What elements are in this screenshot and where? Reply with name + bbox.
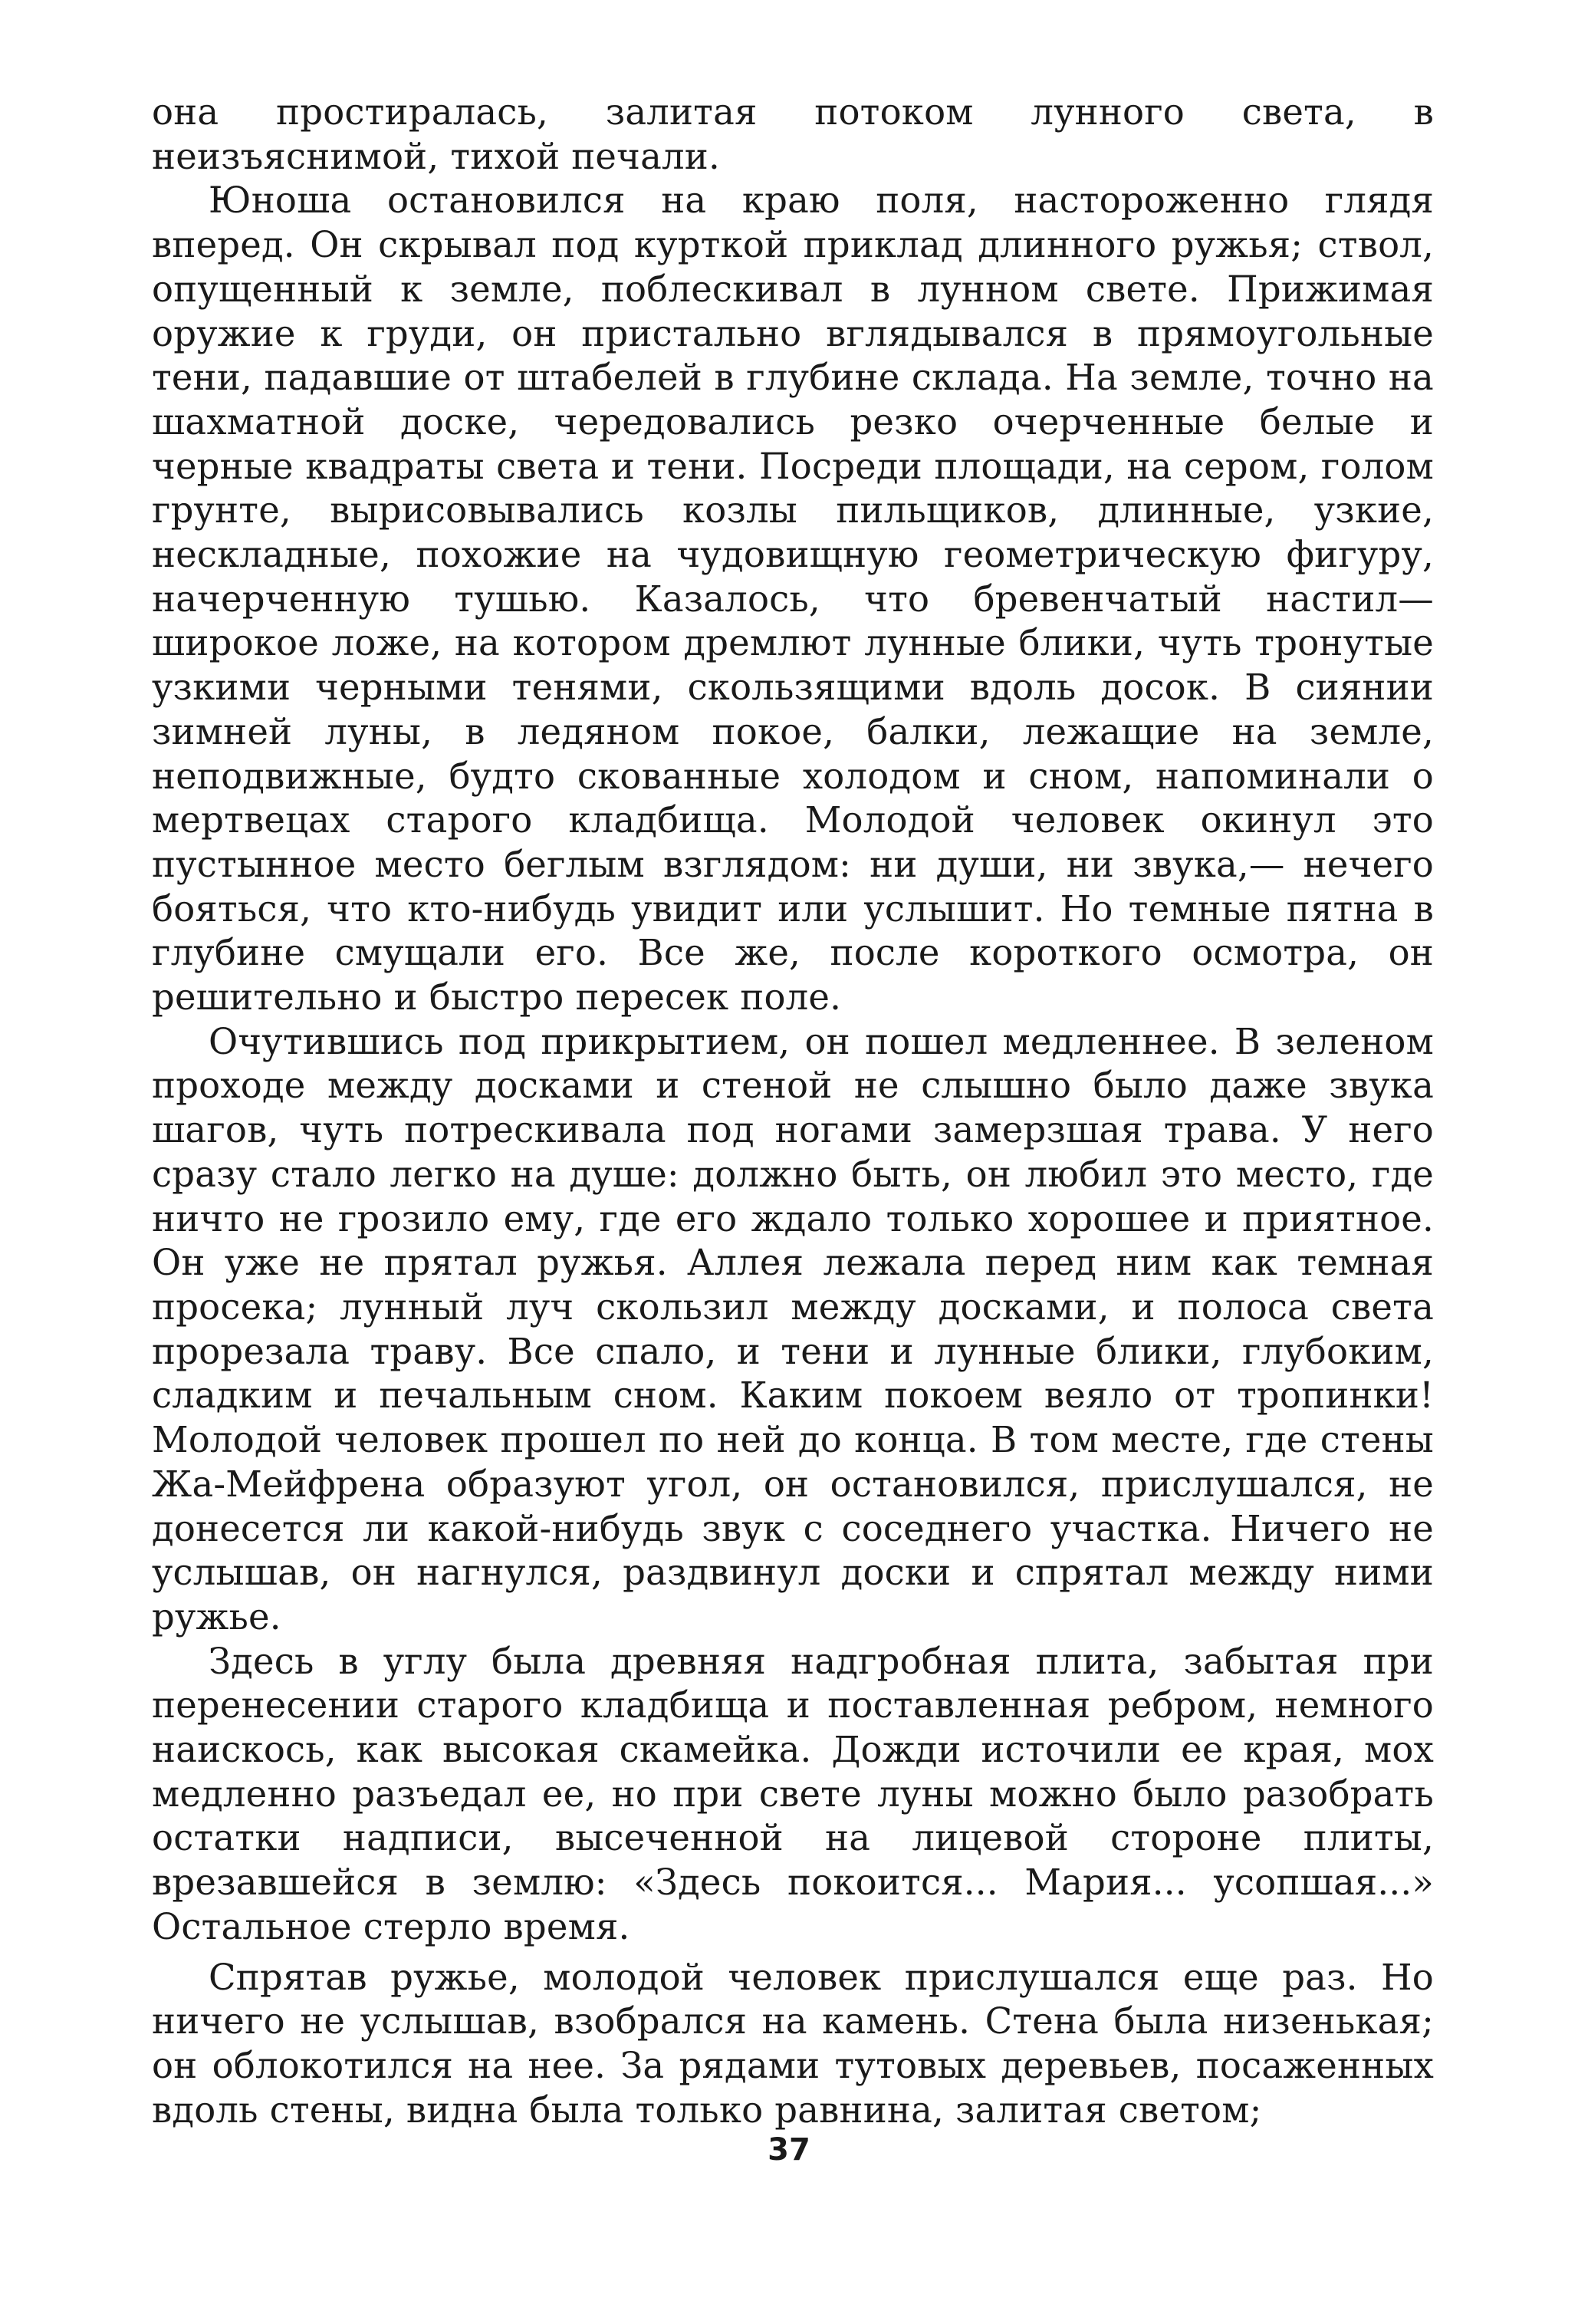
paragraph-youth-at-field-edge: Юноша остановился на краю поля, настороженно глядя вперед. Он скрывал под курткой приклад длинного ружья; ствол, опущенный к земле, поблескивал в лунном свете. Прижимая оружие к груди, он пристально вглядывался в прямоугольные тени, падавшие от штабелей в глубине склада. На земле, точно на шахматной доске, чередовались резко очерченные белые и черные квадраты света и тени. Посреди площади, на сером, голом грунте, вырисовывались козлы пильщиков, длинные, узкие, нескладные, похожие на чудовищную геометрическую фигуру, начерченную тушью. Казалось, что бревенчатый настил— широкое ложе, на котором дремлют лунные блики, чуть тронутые узкими черными тенями, скользящими вдоль досок. В сиянии зимней луны, в ледяном покое, балки, лежащие на земле, неподвижные, будто скованные холодом и сном, напоминали о мертвецах старого кладбища. Молодой человек окинул это пустынное место беглым взглядом: ни души, ни звука,— нечего бояться, что кто-нибудь увидит или услышит. Но темные пятна в глубине смущали его. Все же, после короткого осмотра, он решительно и быстро пересек поле. [152, 179, 1434, 1019]
body-text [152, 91, 1434, 2132]
page-number: 37 [768, 2132, 810, 2168]
paragraph-gravestone: Здесь в углу была древняя надгробная плита, забытая при перенесении старого кладбища и поставленная ребром, немного наискось, как высокая скамейка. Дожди источили ее края, мох медленно разъедал ее, но при свете луны можно было разобрать остатки надписи, высеченной на лицевой стороне плиты, врезавшейся в землю: «Здесь покоится... Мария... усопшая...» Остальное стерло время. [152, 1640, 1434, 1947]
paragraph-hid-rifle: Спрятав ружье, молодой человек прислушался еще раз. Но ничего не услышав, взобрался на камень. Стена была низенькая; он облокотился на нее. За рядами тутовых деревьев, посаженных вдоль стены, видна была только равнина, залитая светом; [152, 1956, 1434, 2131]
paragraph-under-cover: Очутившись под прикрытием, он пошел медленнее. В зеленом проходе между досками и стеной не слышно было даже звука шагов, чуть потрескивала под ногами замерзшая трава. У него сразу стало легко на душе: должно быть, он любил это место, где ничто не грозило ему, где его ждало только хорошее и приятное. Он уже не прятал ружья. Аллея лежала перед ним как темная просека; лунный луч скользил между досками, и полоса света прорезала траву. Все спало, и тени и лунные блики, глубоким, сладким и печальным сном. Каким покоем веяло от тропинки! Молодой человек прошел по ней до конца. В том месте, где стены Жа-Мейфрена образуют угол, он остановился, прислушался, не донесется ли какой-нибудь звук с соседнего участка. Ничего не услышав, он нагнулся, раздвинул доски и спрятал между ними ружье. [152, 1020, 1434, 1638]
paragraph-continuation: она простиралась, залитая потоком лунного света, в неизъяснимой, тихой печали. [152, 91, 1434, 177]
